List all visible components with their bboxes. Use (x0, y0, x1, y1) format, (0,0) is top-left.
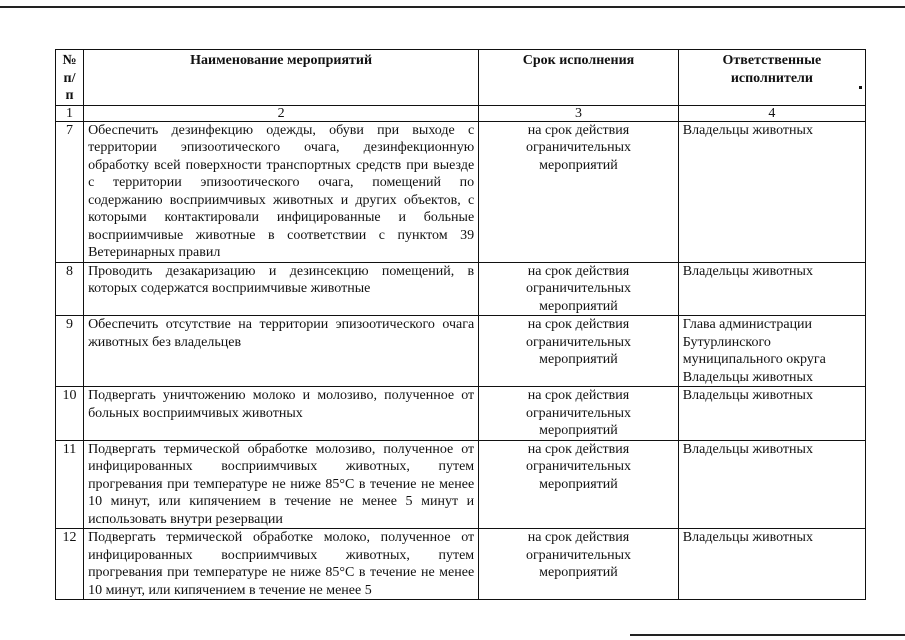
row-number: 7 (56, 121, 84, 262)
deadline-cell (479, 387, 679, 441)
header-responsible-line2: исполнители (730, 70, 813, 86)
row-number: 8 (56, 262, 84, 316)
measure-text: Проводить дезакаризацию и дезинсекцию помещений, в которых содержатся восприимчивые животные (84, 262, 479, 316)
responsible-line: Владельцы животных (682, 263, 813, 279)
scan-bottom-edge (630, 634, 905, 636)
deadline-cell (479, 440, 679, 529)
table-row (56, 529, 866, 600)
column-index: 1 (56, 105, 84, 121)
deadline-line: на срок действия (527, 317, 630, 332)
scan-top-edge (0, 6, 905, 8)
responsible-line: Владельцы животных (682, 441, 813, 457)
deadline-line: ограничительных (525, 334, 632, 350)
deadline-line: ограничительных (525, 140, 632, 155)
deadline-line: мероприятий (539, 423, 618, 438)
column-index: 2 (84, 105, 479, 121)
header-deadline: Срок исполнения (479, 50, 679, 106)
responsible-line: Глава администрации (682, 317, 813, 332)
header-responsible-line1: Ответственные (722, 53, 822, 68)
table-row (56, 262, 866, 316)
responsible-line: Владельцы животных (682, 530, 813, 545)
responsible-line: муниципального округа (682, 352, 826, 367)
responsible-cell (678, 387, 865, 441)
header-responsible (678, 50, 865, 106)
table-row (56, 121, 866, 262)
responsible-line: Владельцы животных (682, 388, 813, 403)
measure-text: Подвергать уничтожению молоко и молозиво, полученное от больных восприимчивых животных (84, 387, 479, 441)
deadline-line: мероприятий (539, 157, 618, 173)
row-number: 12 (56, 529, 84, 600)
responsible-line: Бутурлинского (682, 334, 771, 350)
responsible-line: Владельцы животных (682, 369, 813, 385)
deadline-line: мероприятий (539, 298, 618, 314)
row-number: 10 (56, 387, 84, 441)
deadline-line: ограничительных (525, 405, 632, 421)
deadline-line: ограничительных (525, 459, 632, 474)
column-index: 3 (479, 105, 679, 121)
measures-table (55, 49, 866, 600)
deadline-line: мероприятий (539, 565, 618, 580)
row-number: 9 (56, 316, 84, 387)
deadline-line: мероприятий (539, 352, 618, 367)
row-number: 11 (56, 440, 84, 529)
header-row (56, 50, 866, 106)
deadline-line: на срок действия (527, 263, 630, 279)
deadline-line: мероприятий (539, 476, 618, 492)
responsible-line: Владельцы животных (682, 122, 813, 138)
measure-text: Подвергать термической обработке молозиво, полученное от инфицированных восприимчивых животных, путем прогревания при температуре не ниже 85°С в течение не менее 10 минут, или кипячением в течение не менее 5 минут и использовать внутри резервации (84, 440, 479, 529)
measure-text: Подвергать термической обработке молоко, полученное от инфицированных восприимчивых животных, путем прогревания при температуре не ниже 85°С в течение не менее 10 минут, или кипячением в течение не менее 5 (84, 529, 479, 600)
deadline-line: на срок действия (527, 388, 630, 403)
deadline-line: на срок действия (527, 441, 630, 457)
header-measure-name: Наименование мероприятий (84, 50, 479, 106)
header-number-line1: № (62, 53, 77, 68)
table-body (56, 121, 866, 600)
deadline-line: на срок действия (527, 122, 630, 138)
deadline-line: ограничительных (525, 281, 632, 296)
responsible-cell (678, 440, 865, 529)
deadline-cell (479, 529, 679, 600)
responsible-cell (678, 262, 865, 316)
deadline-cell (479, 121, 679, 262)
table-row (56, 316, 866, 387)
deadline-cell (479, 316, 679, 387)
column-index: 4 (678, 105, 865, 121)
table-row (56, 440, 866, 529)
deadline-cell (479, 262, 679, 316)
table-row (56, 387, 866, 441)
responsible-cell (678, 121, 865, 262)
measure-text: Обеспечить дезинфекцию одежды, обуви при выходе с территории эпизоотического очага, дезинфекционную обработку всей поверхности транспортных средств при выезде с территории эпизоотического очага, помещений по содержанию восприимчивых животных и других объектов, с которыми контактировали инфицированные и больные восприимчивые животные в соответствии с пунктом 39 Ветеринарных правил (84, 121, 479, 262)
responsible-cell (678, 529, 865, 600)
measure-text: Обеспечить отсутствие на территории эпизоотического очага животных без владельцев (84, 316, 479, 387)
deadline-line: на срок действия (527, 530, 630, 545)
deadline-line: ограничительных (525, 547, 632, 563)
header-number (56, 50, 84, 106)
table-header (56, 50, 866, 122)
column-index-row (56, 105, 866, 121)
header-number-line2: п/п (63, 70, 76, 103)
responsible-cell (678, 316, 865, 387)
